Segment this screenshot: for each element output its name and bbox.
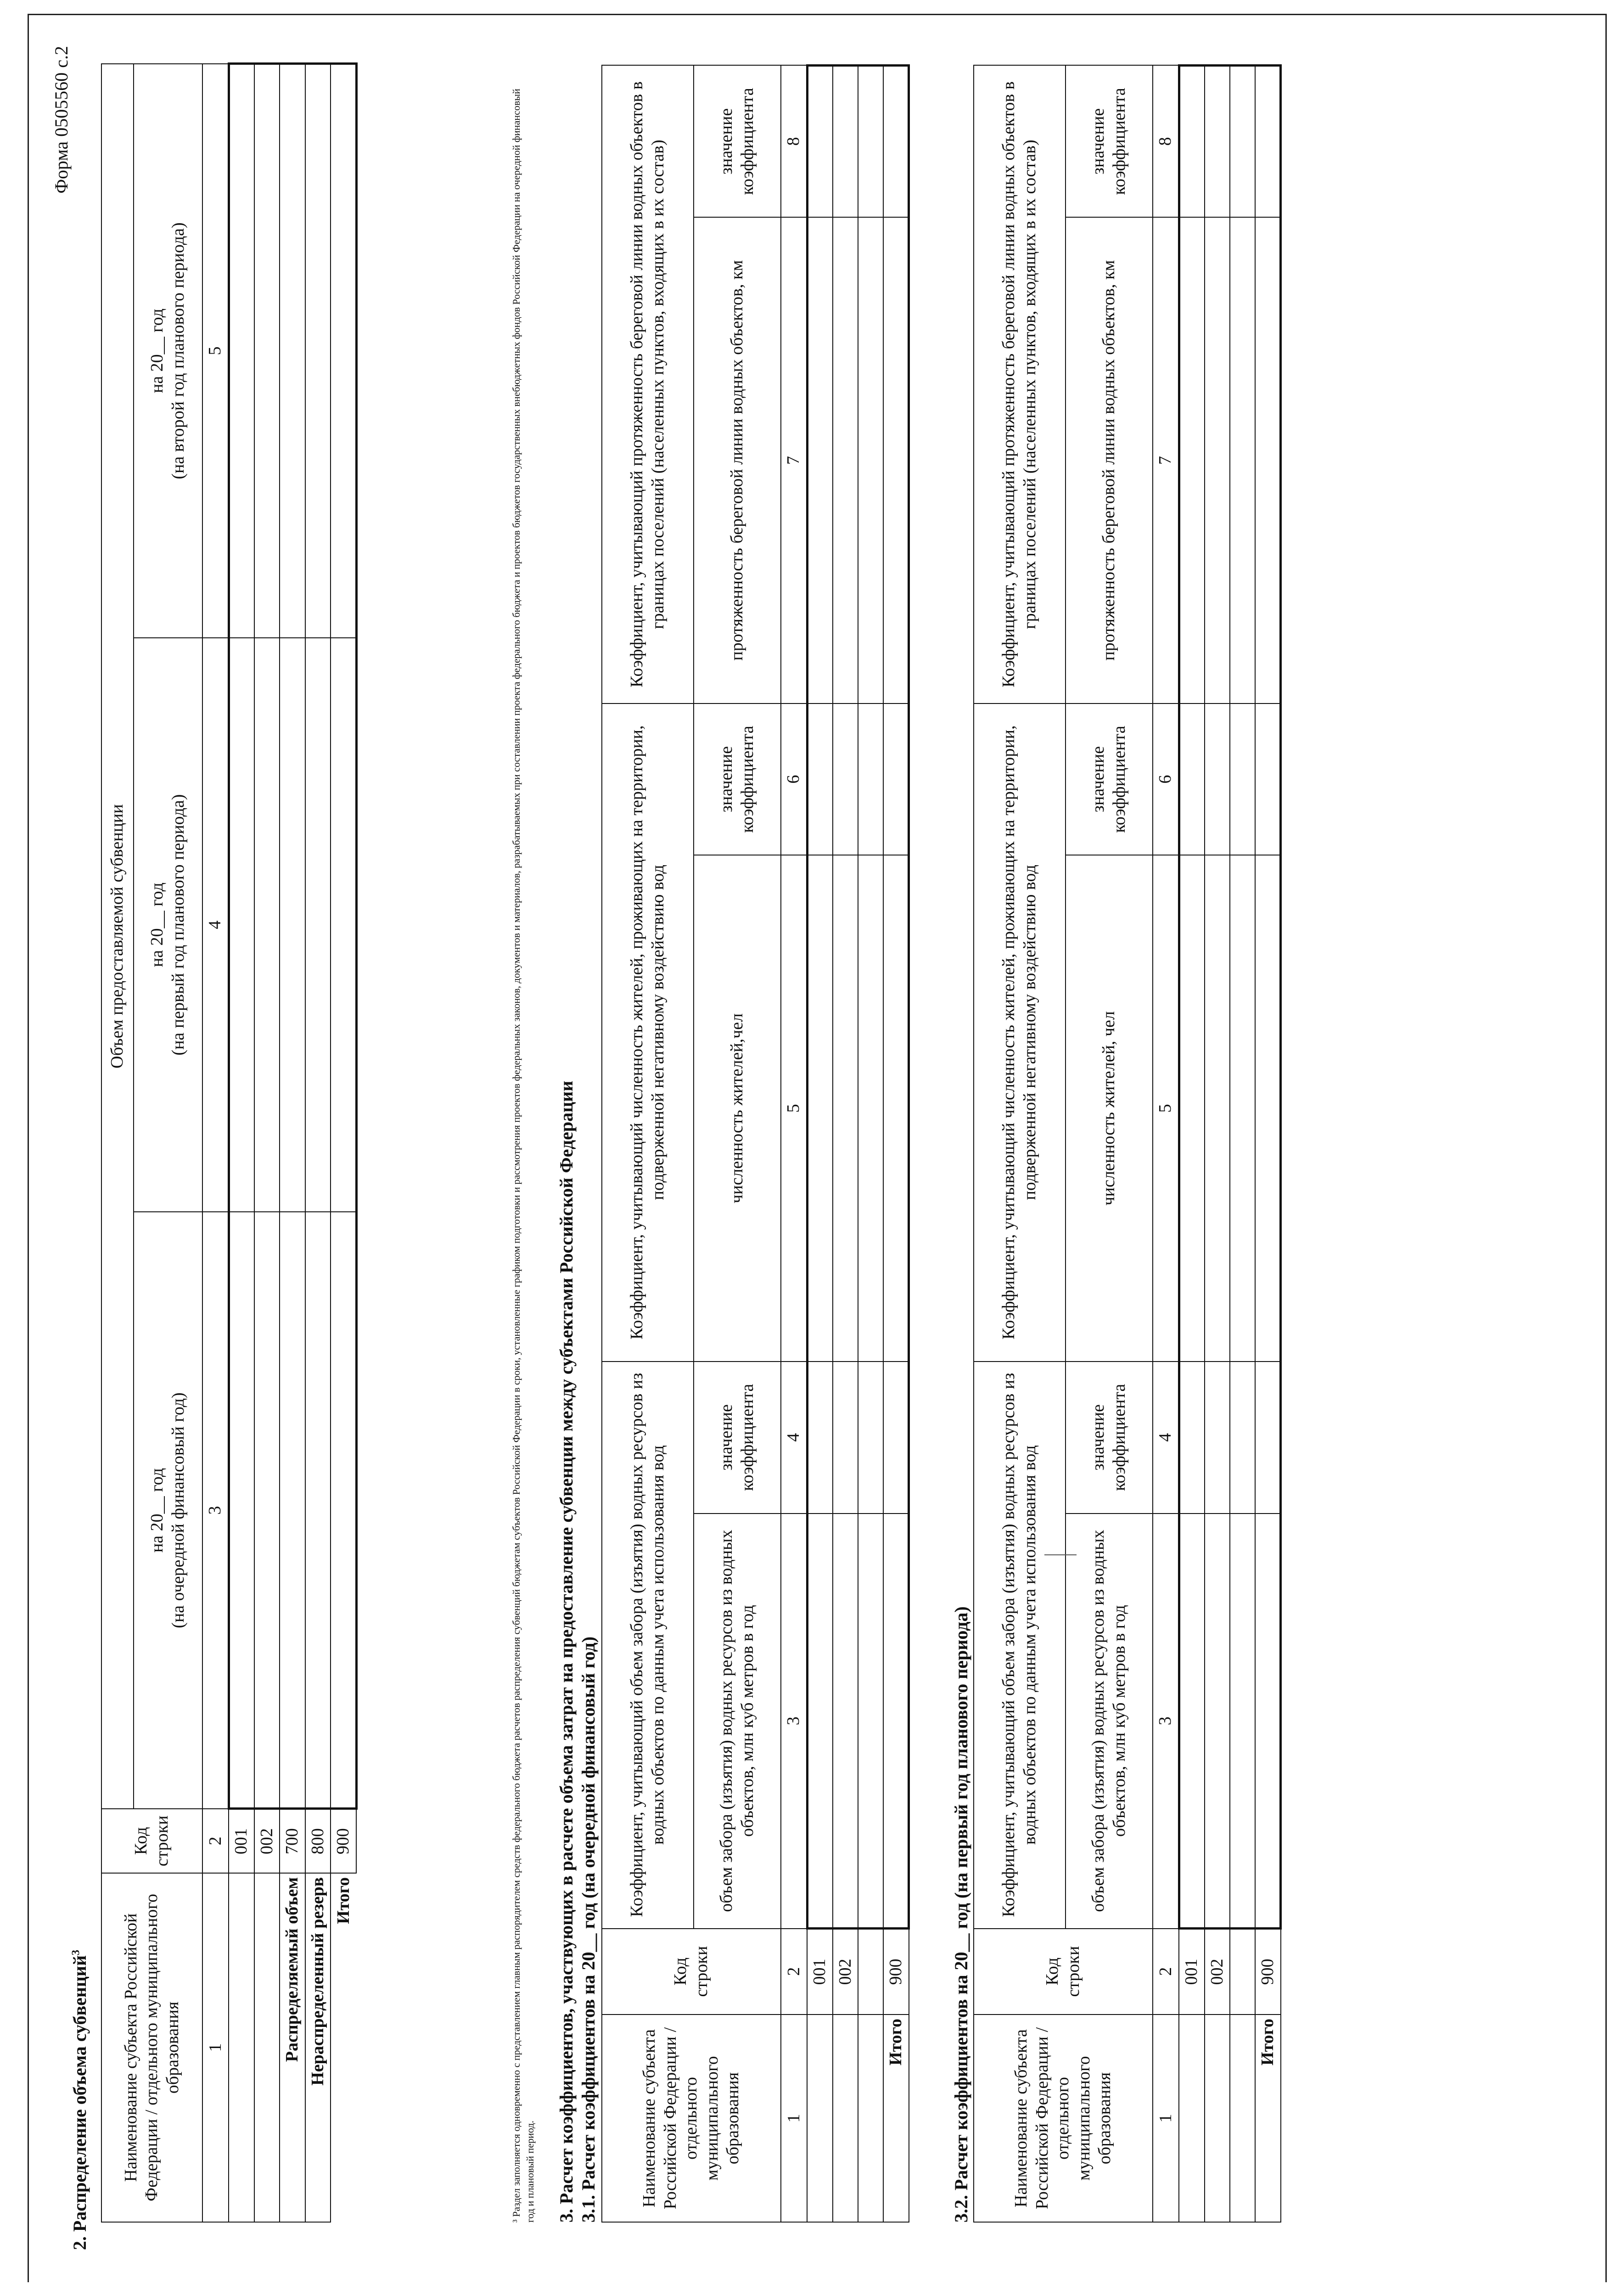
cell-input[interactable] — [331, 64, 356, 638]
cell-input[interactable] — [254, 638, 280, 1212]
cell-input[interactable] — [1255, 1514, 1281, 1929]
k2-sub-header: численность жителей, чел — [1066, 855, 1153, 1361]
coefficients-table-2: Наименование субъекта Российской Федерации / отдельного муниципального образования Код строки Коэффициент, учитывающий объем забора (изъятия) водных ресурсов из водных объектов по данным учета использования вод Коэффициент, учитывающий численность жителей, проживающих на территории, подверженной негативному воздействию вод Коэффициент, учитывающий протяженность береговой линии водных объектов в границах поселений (населенных пунктов, входящих в их состав) объем забора (изъятия) водных ресурсов из водных объектов, млн куб метров в год значение коэффициента численность жителей, чел значение коэффициента протяженность береговой линии водных объектов, км значение коэффициента 1 2 3 4 5 6 7 8 001 002 Итого 900 — [973, 64, 1282, 2223]
k1-sub-header: объем забора (изъятия) водных ресурсов из водных объектов, млн куб метров в год — [694, 1514, 781, 1929]
cell-input[interactable] — [1179, 703, 1205, 855]
cell-input[interactable] — [1179, 1362, 1205, 1514]
k2-value-header: значение коэффициента — [694, 703, 781, 855]
k2-value-header: значение коэффициента — [1066, 703, 1153, 855]
col-name-header: Наименование субъекта Российской Федерации / отдельного муниципального образования — [974, 2015, 1153, 2222]
cell-input[interactable] — [1205, 703, 1230, 855]
table-row-total: Итого 900 — [883, 66, 909, 2223]
table-row: 001 — [229, 64, 254, 2222]
cell-input[interactable] — [1255, 855, 1281, 1361]
cell-input[interactable] — [254, 1212, 280, 1809]
table-row — [1230, 66, 1255, 2223]
distribution-table — [101, 63, 358, 2223]
cell-input[interactable] — [1255, 1362, 1281, 1514]
col-number: 3 — [202, 1212, 229, 1809]
k1-value-header: значение коэффициента — [1066, 1362, 1153, 1514]
cell-input[interactable] — [858, 855, 883, 1361]
cell-input[interactable] — [1230, 66, 1255, 218]
cell-input[interactable] — [1205, 1514, 1230, 1929]
section31-title: 3.1. Расчет коэффициентов на 20__ год (на очередной финансовый год) — [578, 1636, 599, 2223]
cell-input[interactable] — [858, 703, 883, 855]
cell-input[interactable] — [807, 855, 833, 1361]
cell-input[interactable] — [807, 1362, 833, 1514]
table-row — [858, 66, 883, 2223]
rotated-page — [50, 46, 1579, 2250]
col-name-header: Наименование субъекта Российской Федерации / отдельного муниципального образования — [101, 1873, 202, 2222]
cell-input[interactable] — [1255, 66, 1281, 218]
cell-input[interactable] — [1230, 1362, 1255, 1514]
k3-value-header: значение коэффициента — [694, 66, 781, 218]
cell-input[interactable] — [833, 217, 858, 703]
cell-input[interactable] — [883, 66, 909, 218]
cell-input[interactable] — [858, 1514, 883, 1929]
cell-input[interactable] — [883, 1514, 909, 1929]
section32-header — [950, 1606, 972, 2223]
cell-input[interactable] — [229, 1212, 254, 1809]
cell-input[interactable] — [254, 64, 280, 638]
k1-value-header: значение коэффициента — [694, 1362, 781, 1514]
cell-input[interactable] — [807, 703, 833, 855]
coefficients-table-1: Наименование субъекта Российской Федерации / отдельного муниципального образования Код строки Коэффициент, учитывающий объем забора (изъятия) водных ресурсов из водных объектов по данным учета использования вод Коэффициент, учитывающий численность жителей, проживающих на территории, подверженной негативному воздействию вод Коэффициент, учитывающий протяженность береговой линии водных объектов в границах поселений (населенных пунктов, входящих в их состав) объем забора (изъятия) водных ресурсов из водных объектов, млн куб метров в год значение коэффициента численность жителей,чел значение коэффициента протяженность береговой линии водных объектов, км значение коэффициента 1 2 3 4 5 6 7 8 001 002 Итого 900 — [601, 64, 910, 2223]
col-number: 5 — [202, 64, 229, 638]
cell-input[interactable] — [1205, 1362, 1230, 1514]
cell-input[interactable] — [1179, 1514, 1205, 1929]
cell-input[interactable] — [1255, 703, 1281, 855]
table-row: 002 — [833, 66, 858, 2223]
cell-input[interactable] — [1205, 66, 1230, 218]
table-row: Нераспределенный резерв 800 — [305, 64, 331, 2222]
table-row-total: Итого 900 — [1255, 66, 1281, 2223]
cell-input[interactable] — [833, 703, 858, 855]
section3-header — [555, 1081, 600, 2223]
cell-input[interactable] — [1179, 217, 1205, 703]
cell-input[interactable] — [1230, 855, 1255, 1361]
table-row: 001 — [807, 66, 833, 2223]
cell-input[interactable] — [858, 1362, 883, 1514]
cell-input[interactable] — [331, 1212, 356, 1809]
k1-sub-header: объем забора (изъятия) водных ресурсов из водных объектов, млн куб метров в год — [1066, 1514, 1153, 1929]
cell-input[interactable] — [331, 638, 356, 1212]
cell-input[interactable] — [280, 1212, 305, 1809]
k2-sub-header: численность жителей,чел — [694, 855, 781, 1361]
cell-input[interactable] — [807, 1514, 833, 1929]
cell-input[interactable] — [229, 64, 254, 638]
col-code-header: Код строки — [602, 1929, 781, 2015]
k1-header: Коэффициент, учитывающий объем забора (изъятия) водных ресурсов из водных объектов по данным учета использования вод — [974, 1362, 1066, 1929]
cell-input[interactable] — [833, 855, 858, 1361]
cell-input[interactable] — [1205, 855, 1230, 1361]
section3-title: 3. Расчет коэффициентов, участвующих в расчете объема затрат на предоставление субвенции между субъектами Российской Федерации — [556, 1080, 577, 2223]
col-number: 1 — [202, 1873, 229, 2222]
form-code: Форма 0505560 с.2 — [51, 46, 72, 194]
col-number: 4 — [202, 638, 229, 1212]
cell-input[interactable] — [305, 1212, 331, 1809]
cell-input[interactable] — [280, 64, 305, 638]
table-row: Распределяемый объем 700 — [280, 64, 305, 2222]
footnote: ³ Раздел заполняется одновременно с представлением главным распорядителем средств федерального бюджета расчетов распределения субвенций бюджетам субъектов Российской Федерации в сроки, установленные графиком подготовки и рассмотрения проектов федеральных законов, документов и материалов, разрабатываемых при составлении проекта федерального бюджета и проектов бюджетов государственных внебюджетных фондов Российской Федерации на очередной финансовый год и плановый период. — [510, 89, 536, 2223]
table-row-total: Итого 900 — [331, 64, 356, 2222]
cell-input[interactable] — [229, 638, 254, 1212]
k2-header: Коэффициент, учитывающий численность жителей, проживающих на территории, подверженной негативному воздействию вод — [602, 703, 694, 1362]
cell-input[interactable] — [883, 703, 909, 855]
cell-input[interactable] — [1205, 217, 1230, 703]
col-code-header: Код строки — [101, 1809, 202, 1873]
cell-input[interactable] — [280, 638, 305, 1212]
cell-input[interactable] — [305, 64, 331, 638]
k3-header: Коэффициент, учитывающий протяженность береговой линии водных объектов в границах поселений (населенных пунктов, входящих в их состав) — [974, 66, 1066, 703]
col-year2-header: на 20__ год (на первый год планового периода) — [134, 638, 202, 1212]
cell-input[interactable] — [1230, 217, 1255, 703]
section32-title: 3.2. Расчет коэффициентов на 20__ год (на первый год планового периода) — [951, 1606, 971, 2223]
cell-input[interactable] — [883, 1362, 909, 1514]
k3-header: Коэффициент, учитывающий протяженность береговой линии водных объектов в границах поселений (населенных пунктов, входящих в их состав) — [602, 66, 694, 703]
cell-input[interactable] — [1179, 855, 1205, 1361]
cell-input[interactable] — [833, 66, 858, 218]
cell-input[interactable] — [1230, 1514, 1255, 1929]
cell-input[interactable] — [807, 66, 833, 218]
cell-input[interactable] — [858, 217, 883, 703]
cell-input[interactable] — [858, 66, 883, 218]
col-name-header: Наименование субъекта Российской Федерации / отдельного муниципального образования — [602, 2015, 781, 2222]
cell-input[interactable] — [305, 638, 331, 1212]
section2-title: 2. Распределение объема субвенций$^3$ — [69, 1949, 90, 2250]
col-year3-header: на 20__ год (на второй год планового периода) — [134, 64, 202, 638]
cell-input[interactable] — [807, 217, 833, 703]
cell-input[interactable] — [1179, 66, 1205, 218]
table-row: 002 — [1205, 66, 1230, 2223]
col-number: 2 — [202, 1809, 229, 1873]
cell-input[interactable] — [833, 1362, 858, 1514]
k3-sub-header: протяженность береговой линии водных объектов, км — [1066, 217, 1153, 703]
k2-header: Коэффициент, учитывающий численность жителей, проживающих на территории, подверженной негативному воздействию вод — [974, 703, 1066, 1362]
k3-value-header: значение коэффициента — [1066, 66, 1153, 218]
cell-input[interactable] — [883, 217, 909, 703]
table-row: 002 — [254, 64, 280, 2222]
col-year1-header: на 20__ год (на очередной финансовый год) — [134, 1212, 202, 1809]
cell-input[interactable] — [883, 855, 909, 1361]
scan-mark — [1044, 1554, 1077, 1555]
cell-input[interactable] — [833, 1514, 858, 1929]
k1-header: Коэффициент, учитывающий объем забора (изъятия) водных ресурсов из водных объектов по данным учета использования вод — [602, 1362, 694, 1929]
col-code-header: Код строки — [974, 1929, 1153, 2015]
cell-input[interactable] — [1255, 217, 1281, 703]
k3-sub-header: протяженность береговой линии водных объектов, км — [694, 217, 781, 703]
cell-input[interactable] — [1230, 703, 1255, 855]
col-volume-header: Объем предоставляемой субвенции — [101, 64, 134, 1809]
table-row: 001 — [1179, 66, 1205, 2223]
